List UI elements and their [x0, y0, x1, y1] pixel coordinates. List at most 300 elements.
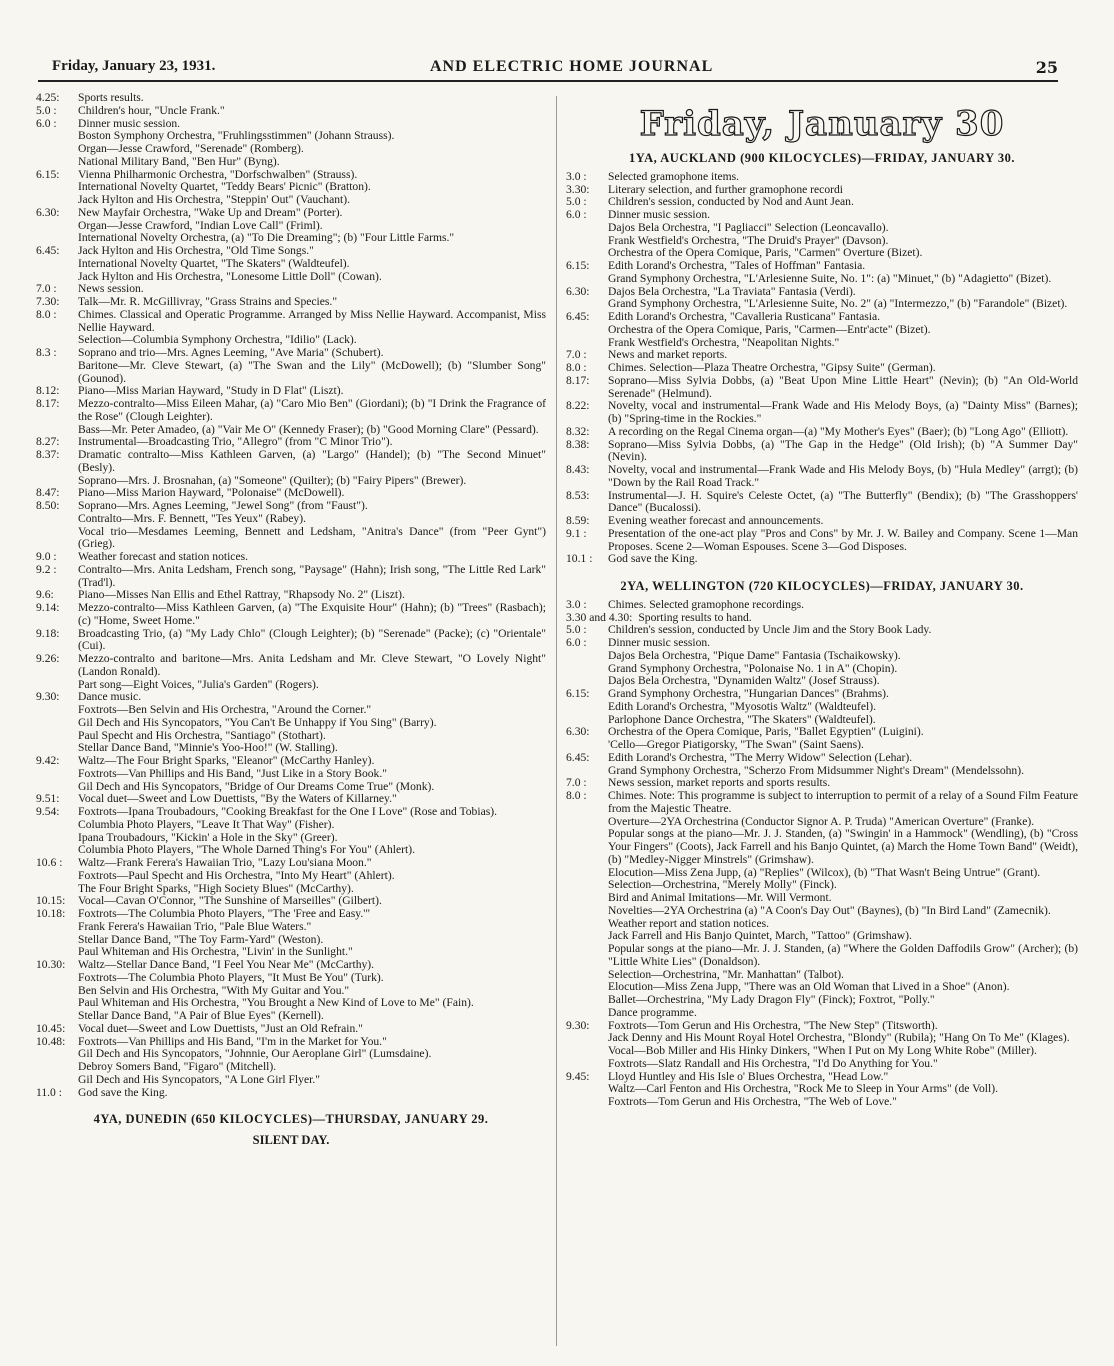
entry-text: Selection—Orchestrina, "Merely Molly" (Finck).: [608, 878, 837, 892]
entry-text: Stellar Dance Band, "A Pair of Blue Eyes" (Kernell).: [78, 1009, 324, 1022]
entry-time: 9.45:: [566, 1069, 590, 1083]
column-divider: [556, 96, 557, 1346]
entry-time: 8.32:: [566, 424, 590, 438]
entry-time: 8.38:: [566, 437, 590, 451]
schedule-entry: [566, 515, 1078, 528]
entry-time: [36, 181, 78, 194]
entry-text: 'Cello—Gregor Piatigorsky, "The Swan" (Saint Saens).: [608, 738, 864, 751]
schedule-entry: [36, 1023, 546, 1036]
schedule-entry: [36, 972, 546, 985]
entry-text: Mezzo-contralto—Miss Kathleen Garven, (a) "The Exquisite Hour" (Hahn); (b) "Trees" (Rasbach); (c) "Home, Sweet Home.": [78, 601, 546, 627]
entry-text: Soprano—Mrs. Agnes Leeming, "Jewel Song" (from "Faust").: [78, 499, 368, 512]
schedule-entry: [36, 768, 546, 781]
schedule-entry: [566, 400, 1078, 426]
entry-time: 6.30:: [36, 205, 60, 219]
schedule-entry: [566, 650, 1078, 663]
entry-text: News session, market reports and sports results.: [608, 776, 831, 790]
entry-time: [566, 943, 608, 969]
entry-text: Chimes. Selected gramophone recordings.: [608, 597, 805, 611]
entry-time: [566, 324, 608, 337]
entry-time: [36, 934, 78, 947]
entry-text: Bird and Animal Imitations—Mr. Will Vermont.: [608, 891, 832, 904]
schedule-entry: [566, 171, 1078, 184]
entry-time: [566, 273, 608, 286]
entry-text: Jack Hylton and His Orchestra, "Old Time Songs.": [78, 244, 314, 257]
entry-time: 9.26:: [36, 652, 60, 665]
schedule-entry: [566, 311, 1078, 324]
schedule-entry: [566, 260, 1078, 273]
schedule-entry: [566, 688, 1078, 701]
entry-text: Soprano—Miss Sylvia Dobbs, (a) "Beat Upon Mine Little Heart" (Nevin); (b) "An Old-World Serenade" (Helmund).: [608, 373, 1078, 400]
entry-text: Gil Dech and His Syncopators, "You Can't Be Unhappy if You Sing" (Barry).: [78, 715, 437, 729]
station-heading-auckland: 1YA, AUCKLAND (900 KILOCYCLES)—FRIDAY, JANUARY 30.: [629, 151, 1015, 165]
schedule-entry: [566, 828, 1078, 866]
entry-text: Waltz—The Four Bright Sparks, "Eleanor" (McCarthy Hanley).: [78, 754, 375, 767]
entry-time: 9.30:: [566, 1018, 590, 1032]
schedule-entry: [566, 994, 1078, 1007]
entry-text: Gil Dech and His Syncopators, "A Lone Girl Flyer.": [78, 1072, 320, 1086]
entry-text: Vocal duet—Sweet and Low Duettists, "Just an Old Refrain.": [78, 1021, 363, 1035]
entry-time: 10.48:: [36, 1034, 66, 1048]
entry-text: Contralto—Mrs. Anita Ledsham, French song, "Paysage" (Hahn); Irish song, "The Little Red Lark" (Trad'l).: [78, 562, 546, 589]
schedule-entry: [36, 870, 546, 883]
entry-text: Foxtrots—Van Phillips and His Band, "Just Like in a Story Book.": [78, 766, 387, 780]
entry-text: Foxtrots—Ben Selvin and His Orchestra, "Around the Corner.": [78, 703, 372, 716]
entry-text: Organ—Jesse Crawford, "Indian Love Call" (Friml).: [78, 218, 323, 232]
entry-text: Vienna Philharmonic Orchestra, "Dorfschwalben" (Strauss).: [78, 167, 358, 181]
entry-text: God save the King.: [78, 1085, 168, 1099]
entry-time: 5.0 :: [566, 195, 587, 209]
entry-text: Soprano—Miss Sylvia Dobbs, (a) "The Gap in the Hedge" (Old Irish); (b) "A Summer Day" (Nevin).: [608, 437, 1078, 464]
schedule-entry: [566, 905, 1078, 918]
entry-time: 10.18:: [36, 907, 66, 920]
entry-time: [566, 235, 608, 248]
entry-text: Orchestra of the Opera Comique, Paris, "Carmen" Overture (Bizet).: [608, 246, 923, 260]
schedule-entry: [566, 752, 1078, 765]
entry-time: 9.42:: [36, 754, 60, 767]
entry-time: [566, 981, 608, 994]
entry-time: 8.59:: [566, 514, 590, 527]
entry-text: Vocal duet—Sweet and Low Duettists, "By the Waters of Killarney.": [78, 792, 397, 806]
day-title: Friday, January 30: [639, 104, 1005, 144]
entry-time: 8.12:: [36, 384, 60, 398]
entry-time: 4.25:: [36, 91, 60, 104]
entry-time: 9.54:: [36, 805, 60, 818]
entry-time: 6.45:: [566, 750, 590, 764]
entry-time: 9.14:: [36, 601, 60, 614]
schedule-entry: [36, 360, 546, 386]
schedule-entry: [566, 892, 1078, 905]
schedule-entry: [36, 704, 546, 717]
entry-time: 10.15:: [36, 894, 66, 908]
entry-text: Edith Lorand's Orchestra, "Cavalleria Rusticana" Fantasia.: [608, 310, 881, 323]
schedule-entry: [566, 439, 1078, 465]
entry-text: Ballet—Orchestrina, "My Lady Dragon Fly" (Finck); Foxtrot, "Polly.": [608, 993, 935, 1006]
entry-text: Grand Symphony Orchestra, "Polonaise No. 1 in A" (Chopin).: [608, 661, 898, 675]
entry-text: Bass—Mr. Peter Amadeo, (a) "Vair Me O" (Kennedy Fraser); (b) "Good Morning Clare" (Pessard).: [78, 422, 539, 436]
entry-text: Mezzo-contralto and baritone—Mrs. Anita Ledsham and Mr. Cleve Stewart, "O Lovely Night" (Landon Ronald).: [78, 652, 546, 678]
entry-text: Orchestra of the Opera Comique, Paris, "Ballet Egyptien" (Luigini).: [608, 725, 924, 739]
entry-text: Selection—Columbia Symphony Orchestra, "Idilio" (Lack).: [78, 333, 357, 347]
entry-time: 6.30:: [566, 284, 590, 298]
entry-time: [36, 730, 78, 743]
page-number: 25: [1035, 58, 1058, 77]
schedule-entry: [36, 806, 546, 819]
header-date: Friday, January 23, 1931.: [52, 58, 216, 74]
entry-time: [566, 1083, 608, 1096]
entry-time: 8.43:: [566, 463, 590, 476]
entry-time: [566, 828, 608, 866]
entry-text: Foxtrots—Tom Gerun and His Orchestra, "The New Step" (Titsworth).: [608, 1018, 938, 1032]
entry-text: Novelty, vocal and instrumental—Frank Wade and His Melody Boys, (b) "Hula Medley" (arrgt); (b) "Down by the Rail Road Track.": [608, 463, 1078, 489]
entry-time: 6.15:: [36, 167, 60, 181]
entry-text: Vocal trio—Mesdames Leeming, Bennett and Ledsham, "Anitra's Dance" (from "Peer Gynt") (Grieg).: [78, 524, 546, 551]
left-column: [36, 92, 546, 1147]
entry-time: 8.47:: [36, 486, 60, 500]
schedule-entry: [566, 739, 1078, 752]
entry-time: 6.0 :: [36, 116, 57, 130]
entry-time: 3.0 :: [566, 597, 587, 611]
entry-time: [566, 892, 608, 905]
schedule-entry: [36, 628, 546, 654]
entry-time: [36, 258, 78, 271]
schedule-entry: [36, 1061, 546, 1074]
entry-text: Waltz—Frank Ferera's Hawaiian Trio, "Lazy Lou'siana Moon.": [78, 856, 372, 869]
entry-time: 8.53:: [566, 488, 590, 502]
entry-text: Jack Hylton and His Orchestra, "Lonesome Little Doll" (Cowan).: [78, 269, 382, 283]
entry-text: Foxtrots—Paul Specht and His Orchestra, "Into My Heart" (Ahlert).: [78, 868, 395, 882]
entry-text: Broadcasting Trio, (a) "My Lady Chlo" (Clough Leighter); (b) "Serenade" (Packe); (c) "Orientale" (Cui).: [78, 626, 546, 653]
entry-text: Parlophone Dance Orchestra, "The Skaters" (Waldteufel).: [608, 712, 876, 726]
entry-time: 9.51:: [36, 792, 60, 806]
entry-text: Gil Dech and His Syncopators, "Johnnie, Our Aeroplane Girl" (Lumsdaine).: [78, 1047, 432, 1061]
entry-time: [566, 1058, 608, 1071]
schedule-entry: [36, 207, 546, 220]
entry-time: 3.30:: [566, 182, 590, 196]
entry-time: 8.17:: [566, 373, 590, 387]
entry-text: Novelties—2YA Orchestrina (a) "A Coon's Day Out" (Baynes), (b) "In Bird Land" (Zamecnik).: [608, 903, 1051, 917]
entry-time: 9.1 :: [566, 526, 587, 540]
entry-text: Dinner music session.: [608, 636, 711, 649]
entry-text: Jack Denny and His Mount Royal Hotel Orchestra, "Blondy" (Rubila); "Hang On To Me" (Klages).: [608, 1031, 1070, 1045]
entry-time: 8.27:: [36, 435, 60, 449]
entry-text: Chimes. Selection—Plaza Theatre Orchestra, "Gipsy Suite" (German).: [608, 361, 936, 374]
entry-text: Debroy Somers Band, "Figaro" (Mitchell).: [78, 1060, 277, 1073]
entry-time: 8.50:: [36, 499, 60, 512]
entry-time: 9.0 :: [36, 550, 57, 563]
entry-time: [36, 870, 78, 883]
entry-time: 11.0 :: [36, 1085, 62, 1099]
entry-text: Sports results.: [78, 91, 144, 104]
schedule-entry: [36, 653, 546, 679]
entry-text: Boston Symphony Orchestra, "Fruhlingsstimmen" (Johann Strauss).: [78, 129, 395, 143]
entry-time: [36, 513, 78, 526]
entry-time: 8.0 :: [566, 361, 587, 374]
schedule-entry: [566, 1007, 1078, 1020]
entry-text: Foxtrots—Ipana Troubadours, "Cooking Breakfast for the One I Love" (Rose and Tobias).: [78, 805, 497, 818]
schedule-entry: [566, 701, 1078, 714]
schedule-entry: [566, 362, 1078, 375]
schedule-entry: [36, 105, 546, 118]
entry-time: 6.15:: [566, 687, 590, 700]
entry-time: [36, 985, 78, 998]
entry-text: Children's hour, "Uncle Frank.": [78, 103, 225, 117]
schedule-entry: [36, 1087, 546, 1100]
silent-day-notice: SILENT DAY.: [252, 1133, 330, 1147]
entry-time: [566, 930, 608, 943]
entry-text: Piano—Misses Nan Ellis and Ethel Rattray, "Rhapsody No. 2" (Liszt).: [78, 588, 405, 602]
entry-time: [36, 1074, 78, 1087]
schedule-entry: [36, 819, 546, 832]
entry-text: Children's session, conducted by Uncle Jim and the Story Book Lady.: [608, 623, 932, 637]
entry-time: [566, 994, 608, 1007]
entry-text: Dinner music session.: [608, 208, 711, 221]
entry-text: Overture—2YA Orchestrina (Conductor Signor A. P. Truda) "American Overture" (Franke).: [608, 814, 1035, 828]
entry-text: Children's session, conducted by Nod and Aunt Jean.: [608, 195, 854, 209]
entry-text: International Novelty Quartet, "Teddy Bears' Picnic" (Bratton).: [78, 180, 371, 194]
entry-text: Elocution—Miss Zena Jupp, (a) "Replies" (Wilcox), (b) "That Wasn't Being Untrue" (Grant).: [608, 865, 1041, 879]
entry-time: [566, 663, 608, 676]
schedule-entry: [36, 602, 546, 628]
entry-time: [566, 1096, 608, 1109]
schedule-entry: [36, 526, 546, 552]
entry-time: [36, 130, 78, 143]
schedule-entry: [566, 209, 1078, 222]
schedule-entry: [36, 908, 546, 921]
schedule-list-auckland: [566, 171, 1078, 566]
entry-text: Weather report and station notices.: [608, 916, 769, 930]
entry-time: [36, 526, 78, 552]
entry-text: International Novelty Orchestra, (a) "To Die Dreaming"; (b) "Four Little Farms.": [78, 231, 455, 245]
entry-text: Ipana Troubadours, "Kickin' a Hole in the Sky" (Greer).: [78, 830, 338, 844]
schedule-entry: [36, 398, 546, 424]
schedule-entry: [36, 564, 546, 590]
entry-text: Columbia Photo Players, "The Whole Darned Thing's For You" (Ahlert).: [78, 843, 416, 857]
entry-text: Sporting results to hand.: [638, 610, 752, 624]
entry-time: [36, 1010, 78, 1023]
entry-time: 9.2 :: [36, 562, 57, 576]
schedule-entry: [566, 528, 1078, 554]
schedule-entry: [566, 273, 1078, 286]
entry-time: [36, 972, 78, 985]
entry-time: 7.0 :: [566, 776, 587, 790]
entry-text: Chimes. Classical and Operatic Programme. Arranged by Miss Nellie Hayward. Accompanist, Miss Nellie Hayward.: [78, 307, 546, 334]
entry-time: [36, 360, 78, 386]
entry-text: Edith Lorand's Orchestra, "Tales of Hoffman" Fantasia.: [608, 259, 866, 272]
entry-text: International Novelty Quartet, "The Skaters" (Waldteufel).: [78, 256, 350, 270]
schedule-entry: [36, 296, 546, 309]
entry-text: Chimes. Note: This programme is subject to interruption to permit of a relay of a Sound Film Feature from the Majestic Theatre.: [608, 789, 1078, 815]
entry-time: 7.0 :: [36, 282, 57, 296]
entry-text: Piano—Miss Marion Hayward, "Polonaise" (McDowell).: [78, 486, 345, 500]
entry-text: Frank Westfield's Orchestra, "The Druid's Prayer" (Davson).: [608, 233, 889, 247]
entry-time: 5.0 :: [36, 103, 57, 117]
entry-time: [566, 701, 608, 714]
schedule-entry: [36, 194, 546, 207]
entry-text: Popular songs at the piano—Mr. J. J. Standen, (a) "Swingin' in a Hammock" (Wendling), (b) "Cross Your Fingers" (Coots), Jack Farrell and his Banjo Quintet, (a) March the Home Town Band" (Weidt), (b) "Medley-Nigger Minstrels" (Grimshaw).: [608, 827, 1078, 866]
entry-time: [36, 832, 78, 845]
schedule-entry: [36, 1074, 546, 1087]
schedule-list-left: [36, 92, 546, 1099]
header-journal-title: AND ELECTRIC HOME JOURNAL: [430, 58, 714, 75]
schedule-entry: [36, 513, 546, 526]
entry-text: Frank Westfield's Orchestra, "Neapolitan Nights.": [608, 335, 840, 349]
entry-time: 7.30:: [36, 295, 60, 308]
entry-text: Waltz—Carl Fenton and His Orchestra, "Rock Me to Sleep in Your Arms" (de Voll).: [608, 1082, 999, 1096]
entry-text: Waltz—Stellar Dance Band, "I Feel You Near Me" (McCarthy).: [78, 958, 375, 971]
entry-text: Organ—Jesse Crawford, "Serenade" (Romberg).: [78, 142, 304, 155]
entry-text: Elocution—Miss Zena Jupp, "There was an Old Woman that Lived in a Shoe" (Anon).: [608, 980, 1010, 994]
entry-time: [36, 1048, 78, 1061]
entry-text: Foxtrots—Tom Gerun and His Orchestra, "The Web of Love.": [608, 1095, 897, 1108]
entry-time: [36, 143, 78, 156]
entry-time: [566, 879, 608, 892]
entry-time: [36, 819, 78, 832]
entry-time: 10.1 :: [566, 552, 593, 566]
entry-time: 10.30:: [36, 958, 66, 971]
station-heading-wellington: 2YA, WELLINGTON (720 KILOCYCLES)—FRIDAY, JANUARY 30.: [620, 579, 1024, 593]
entry-text: National Military Band, "Ben Hur" (Byng).: [78, 154, 280, 168]
schedule-entry: [36, 347, 546, 360]
entry-text: Lloyd Huntley and His Isle o' Blues Orchestra, "Head Low.": [608, 1069, 889, 1083]
entry-time: [36, 1061, 78, 1074]
entry-text: A recording on the Regal Cinema organ—(a) "My Mother's Eyes" (Baer); (b) "Long Ago" (Elliott).: [608, 424, 1069, 438]
schedule-entry: [566, 1058, 1078, 1071]
entry-time: [36, 717, 78, 730]
schedule-entry: [566, 490, 1078, 516]
entry-time: 8.0 :: [566, 789, 587, 802]
entry-text: Soprano and trio—Mrs. Agnes Leeming, "Ave Maria" (Schubert).: [78, 346, 384, 359]
schedule-entry: [566, 553, 1078, 566]
entry-time: 7.0 :: [566, 348, 587, 362]
schedule-list-wellington: [566, 599, 1078, 1109]
entry-text: Instrumental—J. H. Squire's Celeste Octet, (a) "The Butterfly" (Bendix); (b) "The Grasshoppers' Dance" (Bucalossi).: [608, 488, 1078, 515]
entry-text: Contralto—Mrs. F. Bennett, "Tes Yeux" (Rabey).: [78, 511, 306, 525]
entry-time: 9.18:: [36, 626, 60, 640]
entry-time: [566, 1032, 608, 1045]
entry-text: Dajos Bela Orchestra, "Dynamiden Waltz" (Josef Strauss).: [608, 674, 880, 688]
entry-text: Weather forecast and station notices.: [78, 550, 249, 563]
schedule-entry: [566, 426, 1078, 439]
entry-text: Ben Selvin and His Orchestra, "With My Guitar and You.": [78, 983, 350, 997]
schedule-entry: [566, 324, 1078, 337]
entry-text: Instrumental—Broadcasting Trio, "Allegro" (from "C Minor Trio").: [78, 435, 393, 449]
entry-text: Grand Symphony Orchestra, "L'Arlesienne Suite, No. 2" (a) "Intermezzo," (b) "Farandole" (Bizet).: [608, 297, 1068, 311]
entry-time: 6.15:: [566, 259, 590, 272]
entry-text: Vocal—Cavan O'Connor, "The Sunshine of Marseilles" (Gilbert).: [78, 894, 382, 908]
entry-text: Paul Specht and His Orchestra, "Santiago" (Stothart).: [78, 728, 326, 742]
schedule-entry: [36, 755, 546, 768]
entry-text: Grand Symphony Orchestra, "Scherzo From Midsummer Night's Dream" (Mendelssohn).: [608, 763, 1024, 777]
schedule-entry: [36, 551, 546, 564]
schedule-entry: [36, 921, 546, 934]
entry-text: Edith Lorand's Orchestra, "The Merry Widow" Selection (Lehar).: [608, 750, 913, 764]
entry-text: Foxtrots—Van Phillips and His Band, "I'm in the Market for You.": [78, 1034, 387, 1048]
entry-time: 6.45:: [566, 310, 590, 323]
schedule-entry: [36, 449, 546, 475]
entry-text: Jack Farrell and His Banjo Quintet, March, "Tattoo" (Grimshaw).: [608, 929, 912, 943]
entry-time: [36, 921, 78, 934]
entry-text: Popular songs at the piano—Mr. J. J. Standen, (a) "Where the Golden Daffodils Grow" (Archer); (b) "Little White Lies" (Donaldson).: [608, 942, 1078, 968]
entry-text: Evening weather forecast and announcements.: [608, 514, 824, 527]
schedule-entry: [36, 156, 546, 169]
entry-time: 6.45:: [36, 244, 60, 257]
entry-text: Stellar Dance Band, "The Toy Farm-Yard" (Weston).: [78, 932, 324, 946]
schedule-entry: [566, 599, 1078, 612]
entry-time: 3.0 :: [566, 169, 587, 183]
entry-text: Dance programme.: [608, 1005, 697, 1019]
entry-text: Part song—Eight Voices, "Julia's Garden" (Rogers).: [78, 677, 319, 691]
entry-text: Columbia Photo Players, "Leave It That Way" (Fisher).: [78, 817, 335, 831]
entry-text: Paul Whiteman and His Orchestra, "You Brought a New Kind of Love to Me" (Fain).: [78, 996, 474, 1010]
entry-time: 8.37:: [36, 448, 60, 461]
station-heading-dunedin: 4YA, DUNEDIN (650 KILOCYCLES)—THURSDAY, JANUARY 29.: [93, 1112, 489, 1127]
entry-time: [566, 816, 608, 829]
entry-text: Foxtrots—The Columbia Photo Players, "It Must Be You" (Turk).: [78, 970, 384, 984]
entry-time: [566, 1007, 608, 1020]
entry-time: 10.45:: [36, 1021, 66, 1035]
schedule-entry: [36, 309, 546, 335]
entry-text: Dramatic contralto—Miss Kathleen Garven, (a) "Largo" (Handel); (b) "The Second Minuet" (Besly).: [78, 448, 546, 474]
schedule-entry: [36, 959, 546, 972]
entry-time: 6.0 :: [566, 208, 587, 221]
entry-text: News and market reports.: [608, 348, 728, 362]
entry-time: 9.30:: [36, 690, 60, 704]
schedule-entry: [566, 222, 1078, 235]
entry-time: [36, 220, 78, 233]
entry-text: Stellar Dance Band, "Minnie's Yoo-Hoo!" (W. Stalling).: [78, 741, 338, 755]
entry-text: News session.: [78, 282, 144, 296]
entry-time: 8.0 :: [36, 307, 57, 321]
entry-text: Talk—Mr. R. McGillivray, "Grass Strains and Species.": [78, 295, 338, 308]
schedule-entry: [566, 790, 1078, 816]
entry-time: 5.0 :: [566, 623, 587, 637]
entry-time: [566, 739, 608, 752]
entry-time: 8.3 :: [36, 346, 57, 359]
entry-text: Orchestra of the Opera Comique, Paris, "Carmen—Entr'acte" (Bizet).: [608, 322, 931, 336]
entry-text: The Four Bright Sparks, "High Society Blues" (McCarthy).: [78, 881, 354, 895]
entry-time: [36, 997, 78, 1010]
entry-time: 10.6 :: [36, 856, 63, 869]
schedule-entry: [36, 717, 546, 730]
entry-text: Grand Symphony Orchestra, "L'Arlesienne Suite, No. 1": (a) "Minuet," (b) "Adagietto" (Bizet).: [608, 271, 1052, 285]
entry-text: Literary selection, and further gramophone recordi: [608, 182, 843, 196]
entry-time: [566, 905, 608, 918]
entry-text: Dajos Bela Orchestra, "Pique Dame" Fantasia (Tschaikowsky).: [608, 648, 901, 662]
entry-time: [566, 1045, 608, 1058]
entry-text: Presentation of the one-act play "Pros and Cons" by Mr. J. W. Bailey and Company. Scene 1—Man Proposes. Scene 2—Woman Espouses. Scene 3—God Disposes.: [608, 526, 1078, 553]
entry-text: Frank Ferera's Hawaiian Trio, "Pale Blue Waters.": [78, 919, 312, 933]
entry-text: Jack Hylton and His Orchestra, "Steppin' Out" (Vauchant).: [78, 193, 351, 206]
schedule-entry: [36, 500, 546, 513]
entry-text: God save the King.: [608, 552, 698, 566]
entry-time: 9.6:: [36, 588, 54, 602]
schedule-entry: [566, 464, 1078, 490]
schedule-entry: [36, 1010, 546, 1023]
schedule-entry: [36, 143, 546, 156]
entry-text: Gil Dech and His Syncopators, "Bridge of Our Dreams Come True" (Monk).: [78, 779, 435, 793]
entry-text: Dinner music session.: [78, 116, 181, 130]
entry-text: New Mayfair Orchestra, "Wake Up and Dream" (Porter).: [78, 205, 343, 219]
entry-time: [566, 867, 608, 880]
entry-time: [566, 222, 608, 235]
entry-time: 3.30 and 4.30:: [566, 610, 633, 624]
entry-time: [566, 969, 608, 982]
schedule-entry: [36, 92, 546, 105]
entry-time: [36, 768, 78, 781]
schedule-entry: [566, 943, 1078, 969]
schedule-entry: [566, 1096, 1078, 1109]
